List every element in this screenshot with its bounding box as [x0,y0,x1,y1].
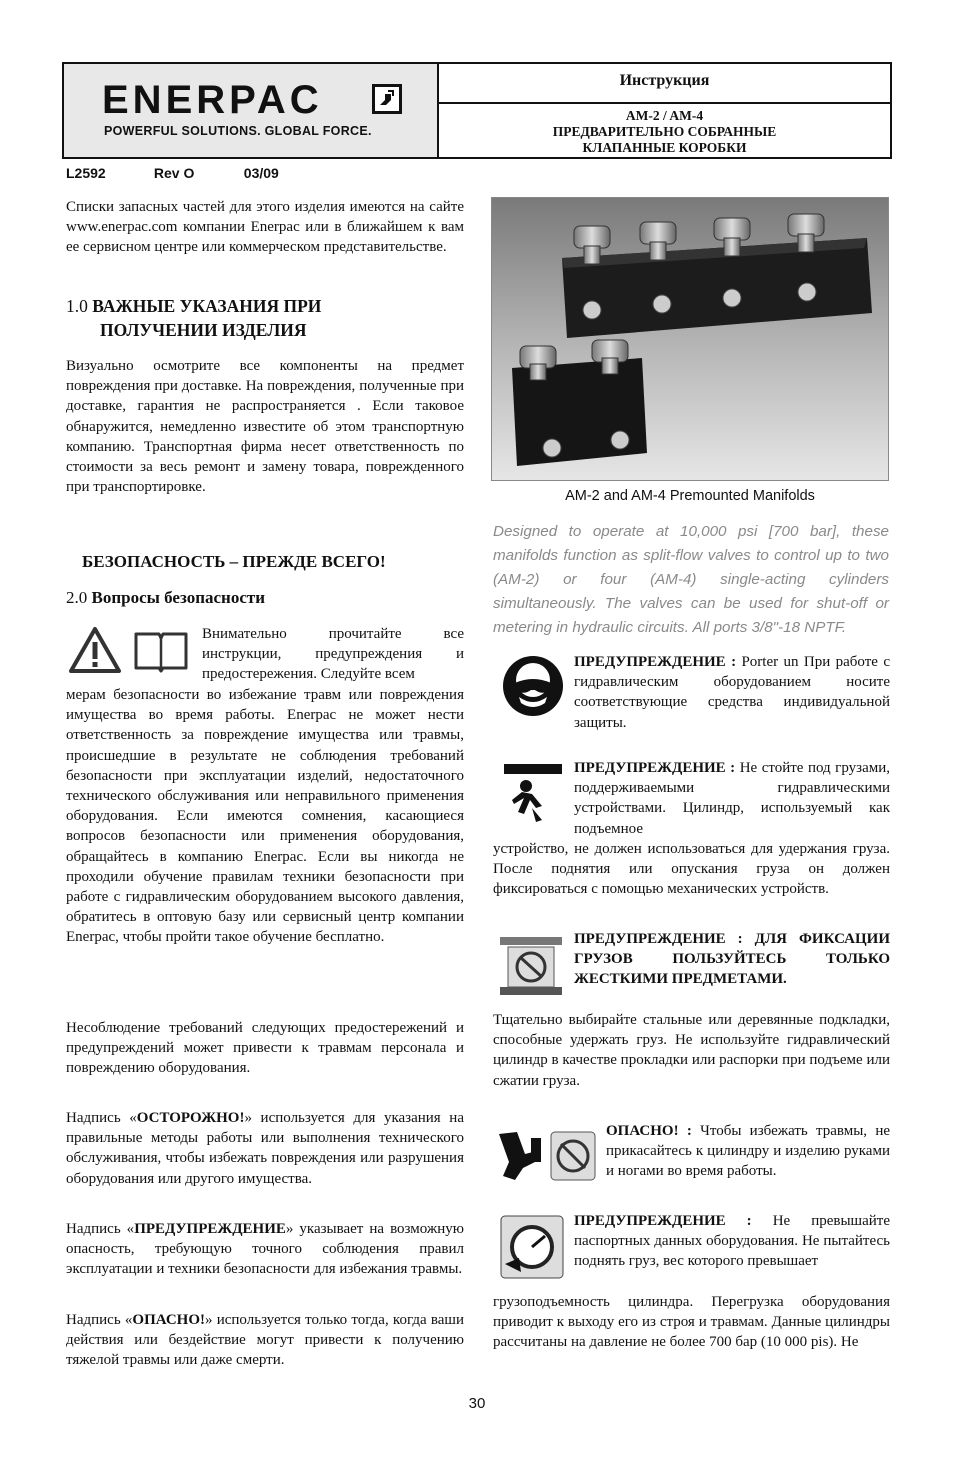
tagline: POWERFUL SOLUTIONS. GLOBAL FORCE. [104,124,372,138]
warning-label: ПРЕДУПРЕЖДЕНИЕ : [574,1213,752,1229]
section-2-lead: Внимательно прочитайте все инструкции, предупреждения и предостережения. Следуйте всем [202,626,464,683]
title-block [439,64,890,157]
product-description: Designed to operate at 10,000 psi [700 bar], these manifolds function as split-flow valves to control up to two (AM-2) or four (AM-4) single-acting cylinders simultaneously. The valves can be used for shut-off or metering in hydraulic circuits. All ports 3/8"-18 NPTF. [493,523,889,636]
suspended-load-icon [502,764,564,831]
section-number: 2.0 [66,588,88,607]
intro-text: Списки запасных частей для этого изделия имеются на сайте www.enerpac.com компании Enerpac или в ближайшем к вам ее сервисном центре или коммерческом представительстве. [66,199,464,256]
danger-hands [606,1121,890,1182]
section-title: ВАЖНЫЕ УКАЗАНИЯ ПРИ [92,296,322,316]
warning-ppe [574,652,890,733]
title-line: КЛАПАННЫЕ КОРОБКИ [582,140,747,155]
text: » используется для указания на правильные методы работы или выполнения технического обслуживания, чтобы избежать повреждения или разрушения оборудования или другого имущества. [66,1110,464,1187]
doc-code: L2592 [66,165,106,181]
warning-definition [66,1219,464,1280]
section-title: ПОЛУЧЕНИИ ИЗДЕЛИЯ [100,320,307,340]
warning-label: ПРЕДУПРЕЖДЕНИЕ : [574,654,737,670]
warning-label: ПРЕДУПРЕЖДЕНИЕ : [574,760,736,776]
warning-term: ПРЕДУПРЕЖДЕНИЕ [134,1221,286,1237]
title-line: AM-2 / AM-4 [625,108,704,123]
doc-title [439,108,890,156]
page-number: 30 [468,1395,486,1412]
brand-mark-icon [372,84,402,114]
safety-glasses-icon [502,655,564,722]
danger-text: Чтобы избежать травмы, не прикасайтесь к цилиндру и изделию руками и ногами во время работы. [606,1123,890,1180]
warning-text: устройство, не должен использоваться для удержания груза. После поднятия или опускания груза он должен фиксироваться с помощью механических устройств. [493,841,890,898]
text: Надпись « [66,1110,137,1126]
warning-triangle-icon [68,626,122,679]
product-photo [491,197,889,481]
logo-block [64,64,439,157]
warning-blocking-label: ПРЕДУПРЕЖДЕНИЕ : ДЛЯ ФИКСАЦИИ ГРУЗОВ ПОЛЬЗУЙТЕСЬ ТОЛЬКО ЖЕСТКИМИ ПРЕДМЕТАМИ. [574,931,890,988]
danger-label: ОПАСНО! : [606,1123,692,1139]
divider [439,102,890,104]
section-title: Вопросы безопасности [91,588,266,607]
doc-date: 03/09 [243,165,279,181]
text: » указывает на возможную опасность, требующую точного соблюдения правил эксплуатации и техники безопасности для избежания травмы. [66,1221,464,1278]
section-1-heading [66,294,466,342]
text: » используется только тогда, когда ваши действия или бездействие могут привести к получению тяжелой травмы или даже смерти. [66,1312,464,1369]
danger-definition [66,1310,464,1371]
warning-text: Porter un При работе с гидравлическим оборудованием носите соответствующие средства индивидуальной защиты. [574,654,890,731]
doc-rev: Rev O [153,165,195,181]
cribbing-icon [498,935,564,1002]
section-1-body: Визуально осмотрите все компоненты на предмет повреждения при доставке. На повреждения, полученные при доставке, гарантия не распространяется . Если таковое обнаружится, немедленно известите об этом транспортную компанию. Транспортная фирма несет ответственность по стоимости за весь ремонт и замену товара, поврежденного при транспортировке. [66,358,464,496]
brand-logo: ENERPAC [102,78,323,122]
warning-overload [574,1211,890,1272]
section-2-body: мерам безопасности во избежание травм или повреждения имущества во время работы. Enerpac не может нести ответственность за повреждение имущества или травмы, происшедшие в результате не соблюдения требований безопасности при эксплуатации изделий, недостаточного технического обслуживания или неправильного применения оборудования. Если имеются сомнения, касающиеся вопросов безопасности или применения оборудования, обращайтесь в компанию Enerpac. Если вы никогда не проходили обучение правилам техники безопасности при работе с гидравлическим оборудованием высокого давления, обратитесь в оптовую базу или сервисный центр компании Enerpac, чтобы пройти такое обучение бесплатно. [66,687,464,946]
photo-caption: AM-2 and AM-4 Premounted Manifolds [565,488,815,504]
warning-text: Не превышайте паспортных данных оборудования. Не пытайтесь поднять груз, вес которого превышает [574,1213,890,1270]
manual-book-icon [132,626,190,679]
warning-text: Тщательно выбирайте стальные или деревянные подкладки, способные удержать груз. Не используйте гидравлический цилиндр в качестве прокладки или распорки при подъеме или сжатии груза. [493,1012,890,1089]
title-line: ПРЕДВАРИТЕЛЬНО СОБРАННЫЕ [552,124,777,139]
text: Надпись « [66,1221,135,1237]
overload-gauge-icon [499,1214,565,1285]
danger-term: ОПАСНО! [132,1312,205,1328]
hand-crush-icon [495,1124,599,1191]
caution-definition [66,1108,464,1189]
warning-text: грузоподъемность цилиндра. Перегрузка оборудования приводит к выходу его из строя и травмам. Данные цилиндры рассчитаны на давление не более 700 бар (10 000 pis). Не [493,1294,890,1351]
section-2-para: Несоблюдение требований следующих предостережений и предупреждений может привести к травмам персонала и повреждению оборудования. [66,1020,464,1077]
safety-heading: БЕЗОПАСНОСТЬ – ПРЕЖДЕ ВСЕГО! [82,552,386,571]
revision-line [66,165,279,181]
text: Надпись « [66,1312,133,1328]
warning-text: Не стойте под грузами, поддерживаемыми гидравлическими устройствами. Цилиндр, используемый как подъемное [574,760,890,837]
caution-term: ОСТОРОЖНО! [136,1110,245,1126]
section-number: 1.0 [66,296,88,316]
section-2-heading [66,586,265,610]
doc-type: Инструкция [619,72,710,89]
warning-suspended-load [574,758,890,839]
